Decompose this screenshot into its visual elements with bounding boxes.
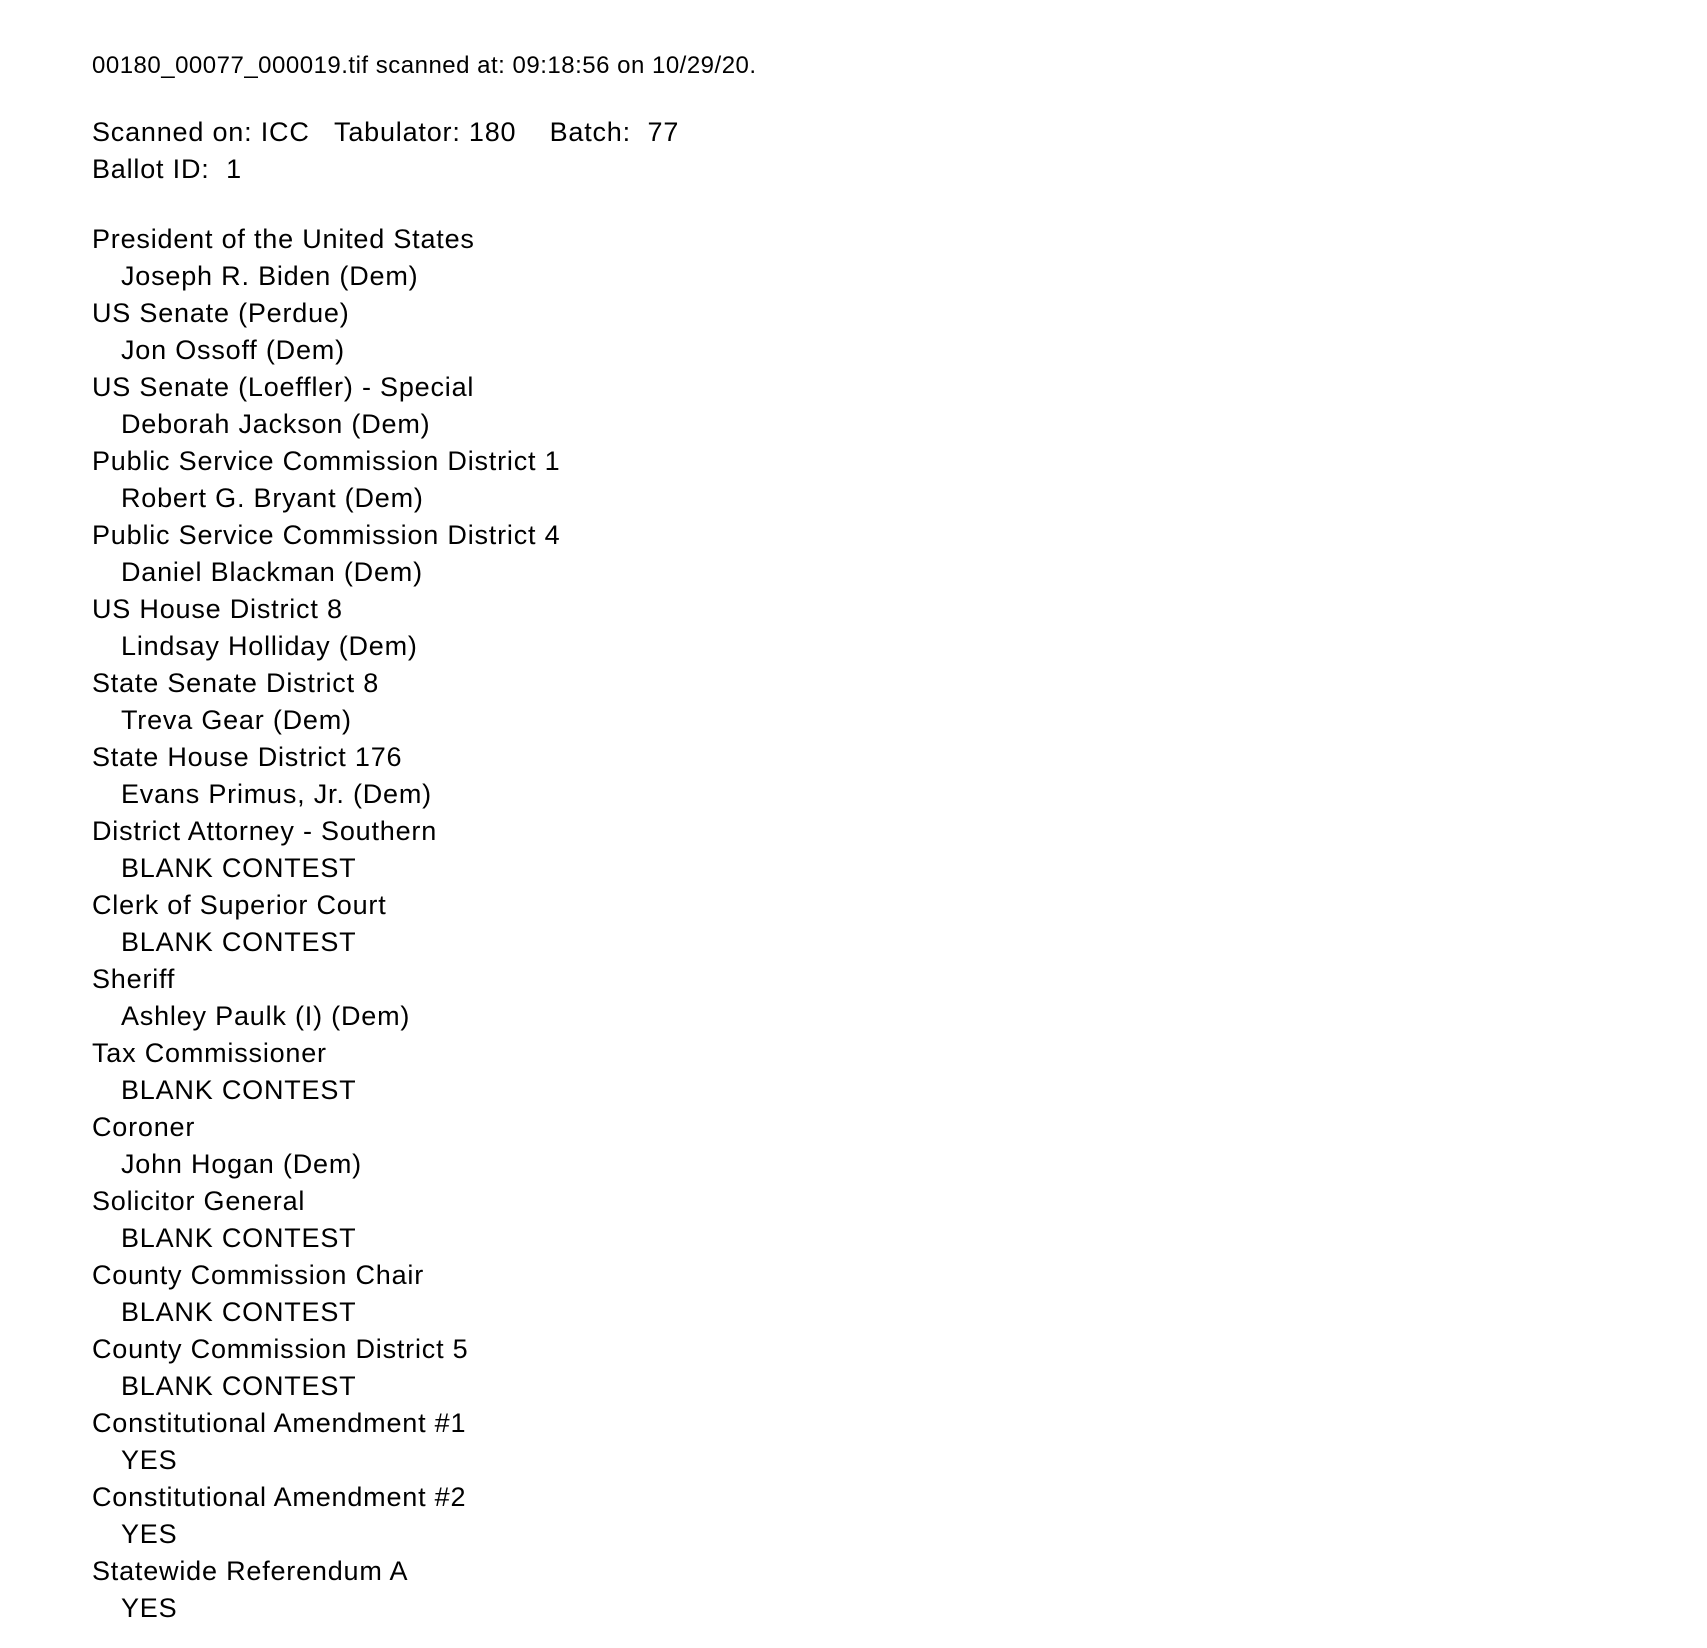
contest-selection: YES: [121, 1445, 178, 1475]
contest-title: Public Service Commission District 1: [92, 446, 561, 476]
contest-selection: Robert G. Bryant (Dem): [121, 483, 424, 513]
contest-selection: Jon Ossoff (Dem): [121, 335, 345, 365]
contest-title: US Senate (Perdue): [92, 298, 350, 328]
ballot-id-line: Ballot ID: 1: [92, 154, 242, 184]
contest-title: Statewide Referendum A: [92, 1556, 409, 1586]
contest-title: County Commission District 5: [92, 1334, 469, 1364]
contest-title: Coroner: [92, 1112, 196, 1142]
contest-selection: YES: [121, 1593, 178, 1623]
contest-selection: Treva Gear (Dem): [121, 705, 352, 735]
contest-selection: BLANK CONTEST: [121, 853, 357, 883]
contest-list: [92, 221, 1667, 1627]
contest-selection: BLANK CONTEST: [121, 1075, 357, 1105]
contest-title: Public Service Commission District 4: [92, 520, 561, 550]
contest-selection: Deborah Jackson (Dem): [121, 409, 431, 439]
contest-title: Clerk of Superior Court: [92, 890, 387, 920]
contest-selection: Evans Primus, Jr. (Dem): [121, 779, 432, 809]
contest-selection: John Hogan (Dem): [121, 1149, 362, 1179]
contest-title: State House District 176: [92, 742, 403, 772]
scan-filename-line: 00180_00077_000019.tif scanned at: 09:18:56 on 10/29/20.: [92, 52, 757, 79]
contest-title: Constitutional Amendment #2: [92, 1482, 467, 1512]
contest-selection: YES: [121, 1519, 178, 1549]
contest-title: President of the United States: [92, 224, 475, 254]
contest-title: State Senate District 8: [92, 668, 380, 698]
contest-title: US House District 8: [92, 594, 343, 624]
contest-selection: BLANK CONTEST: [121, 927, 357, 957]
contest-selection: BLANK CONTEST: [121, 1223, 357, 1253]
contest-selection: Ashley Paulk (I) (Dem): [121, 1001, 411, 1031]
contest-selection: BLANK CONTEST: [121, 1297, 357, 1327]
contest-title: US Senate (Loeffler) - Special: [92, 372, 475, 402]
scanner-tabulator-batch-line: Scanned on: ICC Tabulator: 180 Batch: 77: [92, 117, 680, 147]
contest-title: County Commission Chair: [92, 1260, 424, 1290]
contest-selection: Lindsay Holliday (Dem): [121, 631, 418, 661]
contest-title: Sheriff: [92, 964, 176, 994]
contest-selection: Daniel Blackman (Dem): [121, 557, 423, 587]
contest-selection: BLANK CONTEST: [121, 1371, 357, 1401]
contest-selection: Joseph R. Biden (Dem): [121, 261, 419, 291]
contest-title: Tax Commissioner: [92, 1038, 327, 1068]
contest-title: District Attorney - Southern: [92, 816, 438, 846]
contest-title: Solicitor General: [92, 1186, 306, 1216]
contest-title: Constitutional Amendment #1: [92, 1408, 467, 1438]
